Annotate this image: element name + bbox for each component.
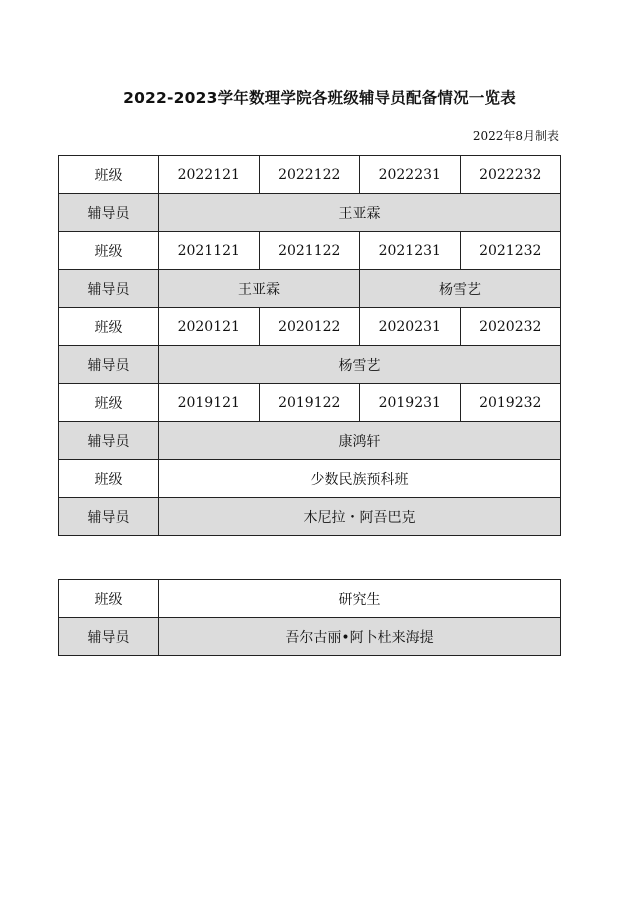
class-row [59,384,561,422]
class-cell: 2022231 [360,156,461,194]
class-cell: 2021232 [460,232,561,270]
counselor-cell: 王亚霖 [159,194,561,232]
class-cell: 2019231 [360,384,461,422]
counselor-table [58,155,561,536]
counselor-cell: 康鸿轩 [159,422,561,460]
class-cell: 研究生 [159,580,561,618]
counselor-cell: 杨雪艺 [159,346,561,384]
counselor-row [59,194,561,232]
class-label: 班级 [59,156,159,194]
counselor-label: 辅导员 [59,346,159,384]
graduate-table [58,579,561,656]
counselor-cell: 吾尔古丽•阿卜杜来海提 [159,618,561,656]
class-cell: 2020122 [259,308,360,346]
class-cell: 少数民族预科班 [159,460,561,498]
class-label: 班级 [59,460,159,498]
class-cell: 2021121 [159,232,260,270]
counselor-row [59,346,561,384]
class-cell: 2019122 [259,384,360,422]
counselor-label: 辅导员 [59,498,159,536]
counselor-label: 辅导员 [59,270,159,308]
class-cell: 2020232 [460,308,561,346]
class-label: 班级 [59,580,159,618]
class-cell: 2019121 [159,384,260,422]
counselor-cell: 王亚霖 [159,270,360,308]
counselor-cell: 杨雪艺 [360,270,561,308]
class-cell: 2021231 [360,232,461,270]
class-cell: 2022121 [159,156,260,194]
class-cell: 2019232 [460,384,561,422]
counselor-label: 辅导员 [59,194,159,232]
class-label: 班级 [59,384,159,422]
class-cell: 2020121 [159,308,260,346]
class-row [59,580,561,618]
class-cell: 2020231 [360,308,461,346]
counselor-label: 辅导员 [59,422,159,460]
class-row [59,308,561,346]
class-cell: 2022122 [259,156,360,194]
class-label: 班级 [59,308,159,346]
class-label: 班级 [59,232,159,270]
counselor-cell: 木尼拉・阿吾巴克 [159,498,561,536]
class-row [59,156,561,194]
class-row [59,460,561,498]
counselor-row [59,422,561,460]
counselor-row [59,498,561,536]
date-label: 2022年8月制表 [472,129,559,143]
class-row [59,232,561,270]
counselor-label: 辅导员 [59,618,159,656]
counselor-row [59,618,561,656]
class-cell: 2022232 [460,156,561,194]
page-title: 2022-2023学年数理学院各班级辅导员配备情况一览表 [123,89,516,107]
class-cell: 2021122 [259,232,360,270]
counselor-row [59,270,561,308]
